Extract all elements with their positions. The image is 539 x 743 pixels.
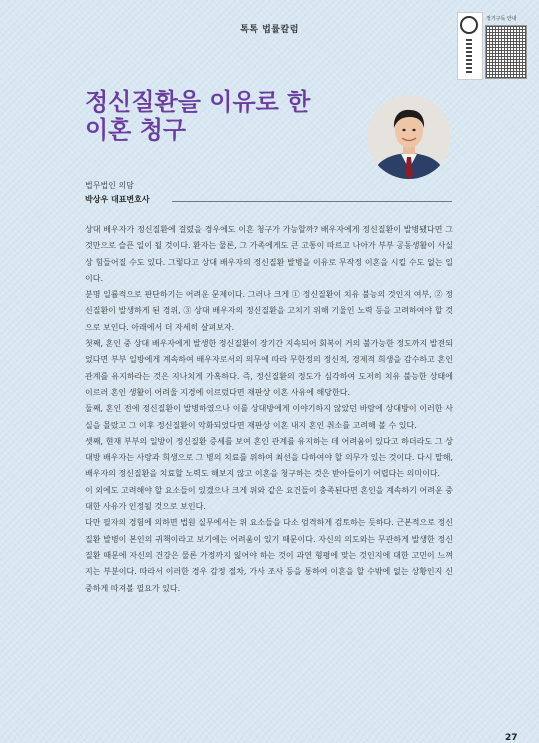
byline-divider (172, 201, 452, 202)
page-number: 27 (505, 733, 518, 743)
author-firm: 법무법인 의담 (85, 181, 134, 190)
magazine-logo-icon (457, 12, 483, 80)
article-title (85, 88, 310, 144)
subscribe-label: 정기구독 안내 (486, 16, 517, 22)
column-label: 톡톡 법률칼럼 (240, 25, 299, 35)
article-paragraph: 상대 배우자가 정신질환에 걸렸을 경우에도 이혼 청구가 가능할까? 배우자에게 정신질환이 발병됐다면 그것만으로 슬픈 일이 될 것이다. 환자는 물론, 그 가족에게도 큰 고통이 따르고 나아가 부부 공동생활이 사실상 힘들어질 수도 있다. 그렇다고 상대 배우자의 정신질환 발병을 이유로 무작정 이혼을 시킬 수도 없는 일이다. (85, 225, 453, 283)
qr-code-icon[interactable] (485, 25, 527, 79)
article-title-line-2: 이혼 청구 (85, 116, 187, 144)
article-paragraph: 첫째, 혼인 중 상대 배우자에게 발생한 정신질환이 장기간 지속되어 회복이 거의 불가능한 정도까지 발전되었다면 부부 일방에게 계속하여 배우자로서의 의무에 따라 무한정의 정신적, 경제적 희생을 감수하고 혼인 관계를 유지하라는 것은 지나치게 가혹하다. 즉, 정신질환의 정도가 심각하여 도저히 치유 불능한 상태에 이르러 혼인 생활이 어려울 지경에 이르렀다면 재판상 이혼 사유에 해당한다. (85, 339, 453, 397)
article-title-line-1: 정신질환을 이유로 한 (85, 88, 311, 116)
author-portrait (367, 95, 451, 179)
article-paragraph: 분명 일률적으로 판단하기는 어려운 문제이다. 그러나 크게 ① 정신질환이 치유 불능의 것인지 여부, ② 정신질환이 발생하게 된 경위, ③ 상대 배우자의 정신질환을 고치기 위해 기울인 노력 등을 고려하여야 할 것으로 보인다. 아래에서 더 자세히 살펴보자. (85, 290, 453, 332)
author-portrait-icon (367, 95, 451, 179)
article-paragraph: 셋째, 현재 부부의 일방이 정신질환 증세를 보여 혼인 관계를 유지하는 데 어려움이 있다고 하더라도 그 상대방 배우자는 사랑과 희생으로 그 병의 치료를 위하여 최선을 다하여야 할 의무가 있는 것이다. 다시 말해, 배우자의 정신질환을 치료할 노력도 해보지 않고 이혼을 청구하는 것은 받아들이기 어렵다는 의미이다. (85, 436, 453, 479)
article-body (85, 222, 453, 597)
author-name: 박상우 대표변호사 (85, 195, 150, 204)
article-paragraph: 둘째, 혼인 전에 정신질환이 발병하였으나 이를 상대방에게 이야기하지 않았던 바람에 상대방이 이러한 사실을 몰랐고 그 이후 정신질환이 악화되었다면 재판상 이혼 내지 혼인 취소를 고려해 볼 수 있다. (85, 404, 453, 430)
article-paragraph: 다만 필자의 경험에 의하면 법원 실무에서는 위 요소들을 다소 엄격하게 검토하는 듯하다. 근본적으로 정신질환 발병이 본인의 귀책이라고 보기에는 어려움이 있기 때문이다. 자신의 의도와는 무관하게 발생한 정신질환 때문에 자신의 건강은 물론 가정까지 잃어야 하는 것이 과연 형평에 맞는 것인지에 대한 고민이 느껴지는 부분이다. 따라서 이러한 경우 감정 절차, 가사 조사 등을 통하여 이혼을 할 수밖에 없는 상황인지 신중하게 따져볼 필요가 있다. (85, 518, 453, 593)
article-paragraph: 이 외에도 고려해야 할 요소들이 있겠으나 크게 위와 같은 요건들이 충족된다면 혼인을 계속하기 어려운 중대한 사유가 인정될 것으로 보인다. (85, 485, 453, 512)
